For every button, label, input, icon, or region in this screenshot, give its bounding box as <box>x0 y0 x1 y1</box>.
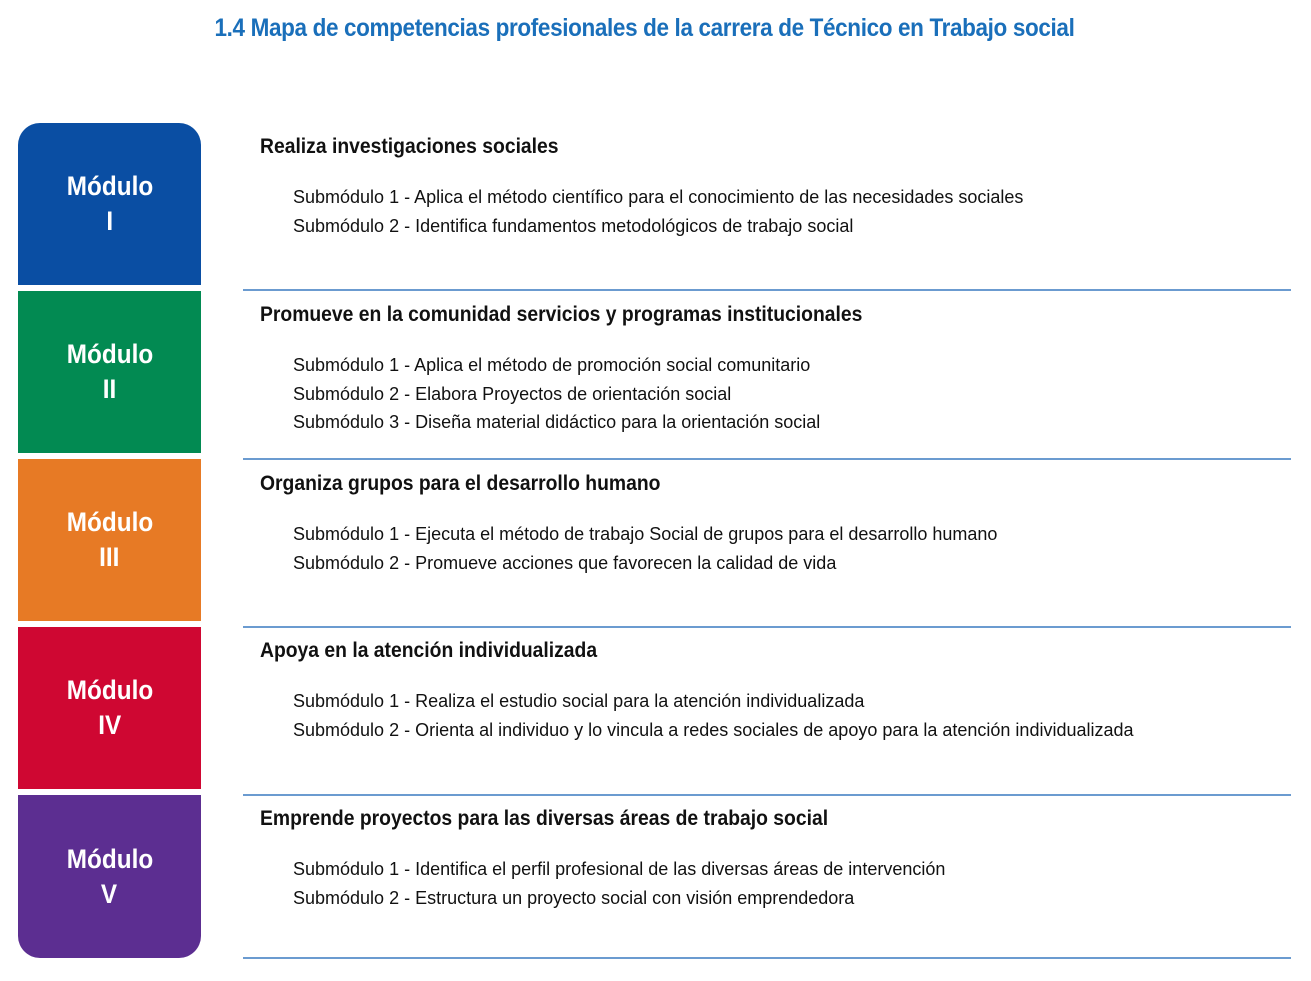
submodule-list <box>293 520 997 577</box>
submodule-item: Submódulo 1 - Aplica el método científico para el conocimiento de las necesidades sociales <box>293 187 1024 207</box>
competency-title: Emprende proyectos para las diversas áreas de trabajo social <box>260 807 829 830</box>
submodule-item: Submódulo 3 - Diseña material didáctico para la orientación social <box>293 412 821 432</box>
module-1-box <box>18 123 201 285</box>
submodule-item: Submódulo 1 - Realiza el estudio social para la atención individualizada <box>293 691 865 711</box>
module-4-box <box>18 627 201 789</box>
module-1-section <box>243 135 1291 285</box>
submodule-item: Submódulo 1 - Identifica el perfil profesional de las diversas áreas de intervención <box>293 859 946 879</box>
submodule-list <box>293 687 1134 744</box>
submodule-list <box>293 351 820 437</box>
module-5-section <box>243 807 1291 957</box>
submodule-item: Submódulo 1 - Ejecuta el método de trabajo Social de grupos para el desarrollo humano <box>293 524 998 544</box>
module-2-box <box>18 291 201 453</box>
submodule-list <box>293 183 1023 240</box>
module-3-box <box>18 459 201 621</box>
section-divider <box>243 458 1291 460</box>
submodule-item: Submódulo 2 - Elabora Proyectos de orientación social <box>293 383 732 404</box>
competency-title: Organiza grupos para el desarrollo humano <box>260 472 661 495</box>
module-5-box <box>18 795 201 958</box>
module-4-section <box>243 639 1291 789</box>
module-numeral: II <box>102 374 117 404</box>
section-divider <box>243 289 1291 291</box>
submodule-item: Submódulo 2 - Estructura un proyecto social con visión emprendedora <box>293 887 855 908</box>
module-2-section <box>243 303 1291 453</box>
module-numeral: IV <box>98 710 121 740</box>
submodule-list <box>293 855 945 912</box>
competency-title: Realiza investigaciones sociales <box>260 135 559 158</box>
module-3-section <box>243 472 1291 622</box>
section-divider <box>243 957 1291 959</box>
competency-title: Apoya en la atención individualizada <box>260 639 598 662</box>
section-divider <box>243 626 1291 628</box>
module-label: Módulo <box>66 675 153 705</box>
module-numeral: V <box>101 878 118 909</box>
module-label: Módulo <box>66 507 153 537</box>
module-label: Módulo <box>66 339 153 369</box>
module-numeral: III <box>99 542 120 572</box>
submodule-item: Submódulo 1 - Aplica el método de promoción social comunitario <box>293 355 811 375</box>
module-label: Módulo <box>66 171 153 201</box>
module-numeral: I <box>106 206 113 236</box>
competency-title: Promueve en la comunidad servicios y programas institucionales <box>260 303 863 326</box>
module-label: Módulo <box>66 843 153 874</box>
page-title: 1.4 Mapa de competencias profesionales de la carrera de Técnico en Trabajo social <box>214 14 1075 42</box>
submodule-item: Submódulo 2 - Identifica fundamentos metodológicos de trabajo social <box>293 215 854 236</box>
submodule-item: Submódulo 2 - Promueve acciones que favorecen la calidad de vida <box>293 552 837 573</box>
submodule-item: Submódulo 2 - Orienta al individuo y lo vincula a redes sociales de apoyo para la atención individualizada <box>293 719 1134 740</box>
section-divider <box>243 794 1291 796</box>
